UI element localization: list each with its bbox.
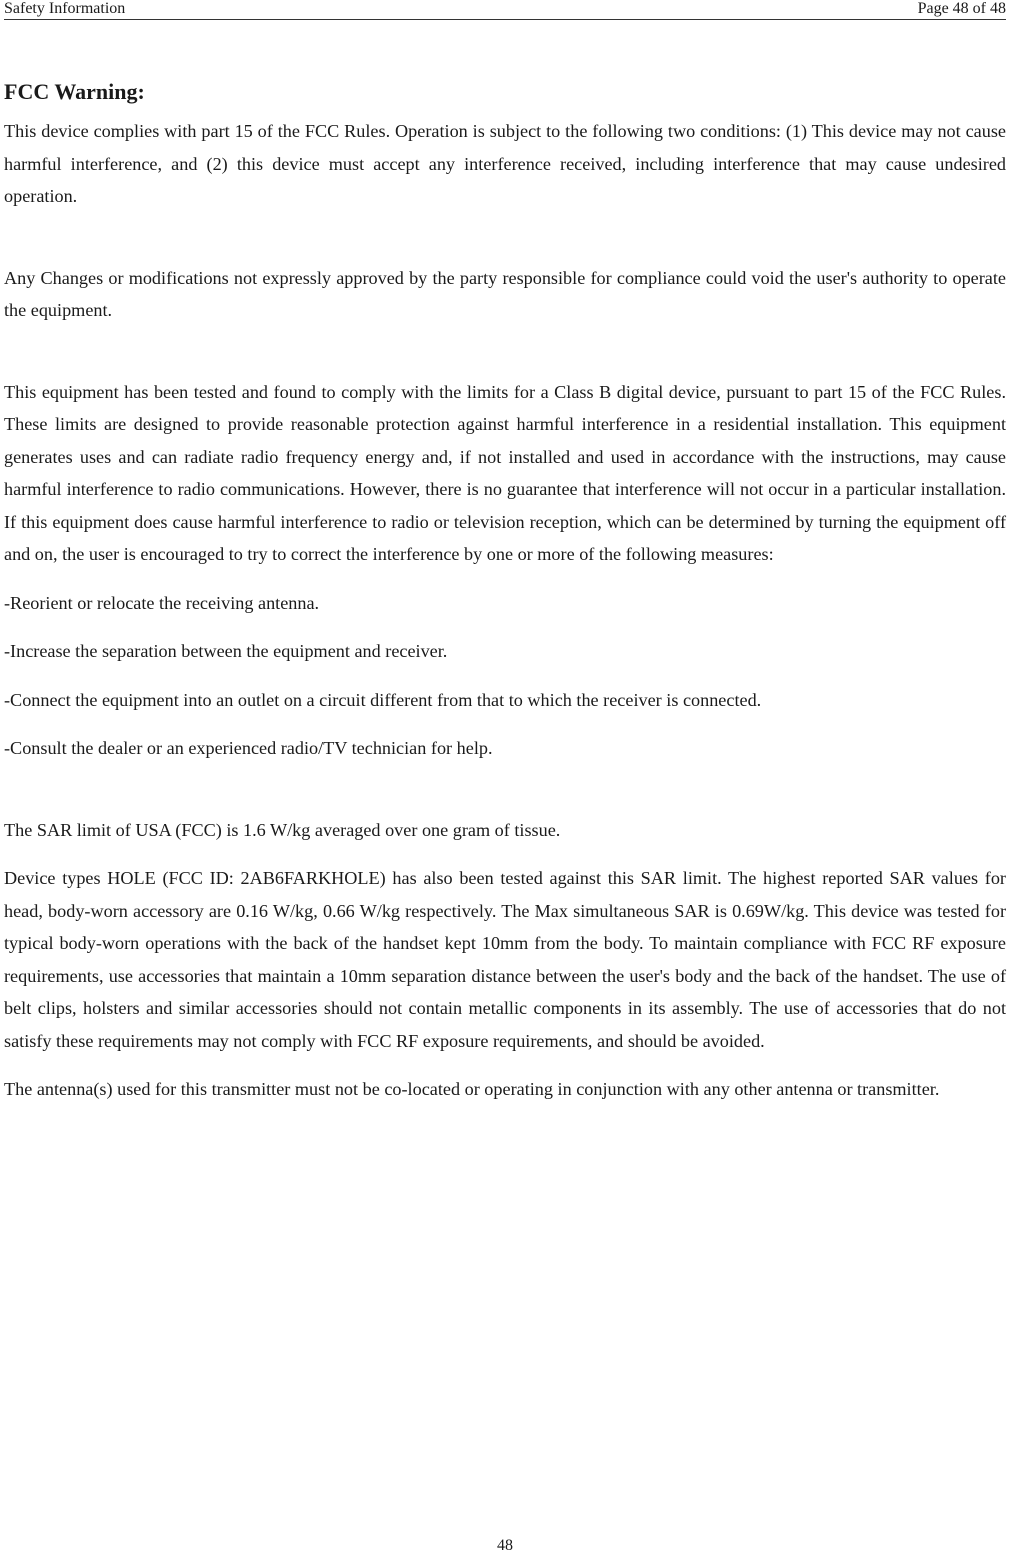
antenna-paragraph: The antenna(s) used for this transmitter must not be co-located or operating in conjunction with any other antenna or transmitter. [4,1079,940,1099]
measure-item: -Increase the separation between the equipment and receiver. [4,641,448,661]
class-b-paragraph: This equipment has been tested and found to comply with the limits for a Class B digital device, pursuant to part 15 of the FCC Rules. These limits are designed to provide reasonable protection against harmful interference in a residential installation. This equipment generates uses and can radiate radio frequency energy and, if not installed and used in accordance with the instructions, may cause harmful interference to radio communications. However, there is no guarantee that interference will not occur in a particular installation. If this equipment does cause harmful interference to radio or television reception, which can be determined by turning the equipment off and on, the user is encouraged to try to correct the interference by one or more of the following measures: [4,381,1006,564]
modifications-paragraph: Any Changes or modifications not expressly approved by the party responsible for compliance could void the user's authority to operate the equipment. [4,267,1006,320]
section-heading: FCC Warning: [4,79,145,104]
sar-limit-paragraph: The SAR limit of USA (FCC) is 1.6 W/kg averaged over one gram of tissue. [4,819,561,840]
header-section-title: Safety Information [4,0,126,17]
page-number: 48 [497,1537,513,1554]
running-header [4,0,1006,20]
header-page-label: Page 48 of 48 [917,0,1006,17]
document-body [4,77,1006,1106]
measure-item: -Connect the equipment into an outlet on a circuit different from that to which the receiver is connected. [4,689,762,710]
fcc-compliance-paragraph: This device complies with part 15 of the FCC Rules. Operation is subject to the following two conditions: (1) This device may not cause harmful interference, and (2) this device must accept any interference received, including interference that may cause undesired operation. [4,121,1006,206]
measure-item: -Consult the dealer or an experienced radio/TV technician for help. [4,738,493,758]
measure-item: -Reorient or relocate the receiving antenna. [4,592,320,613]
sar-values-paragraph: Device types HOLE (FCC ID: 2AB6FARKHOLE) has also been tested against this SAR limit. The highest reported SAR values for head, body-worn accessory are 0.16 W/kg, 0.66 W/kg respectively. The Max simultaneous SAR is 0.69W/kg. This device was tested for typical body-worn operations with the back of the handset kept 10mm from the body. To maintain compliance with FCC RF exposure requirements, use accessories that maintain a 10mm separation distance between the user's body and the back of the handset. The use of belt clips, holsters and similar accessories should not contain metallic components in its assembly. The use of accessories that do not satisfy these requirements may not comply with FCC RF exposure requirements, and should be avoided. [4,868,1006,1051]
